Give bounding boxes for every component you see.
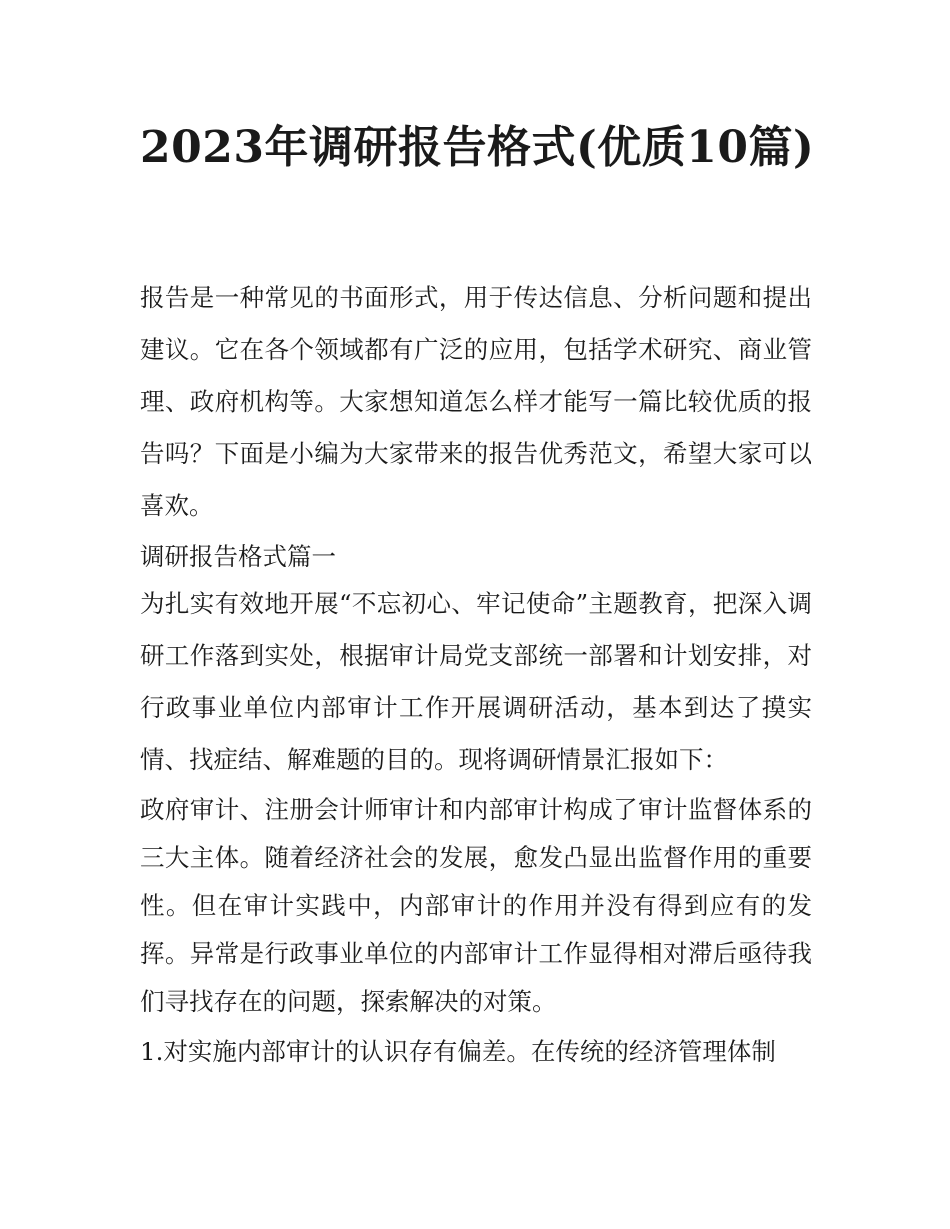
section-paragraph-1: 为扎实有效地开展“不忘初心、牢记使命”主题教育，把深入调研工作落到实处，根据审计局党支部统一部署和计划安排，对行政事业单位内部审计工作开展调研活动，基本到达了摸实情、找症结、解难题的目的。现将调研情景汇报如下： [140, 589, 812, 774]
intro-paragraph: 报告是一种常见的书面形式，用于传达信息、分析问题和提出建议。它在各个领域都有广泛的应用，包括学术研究、商业管理、政府机构等。大家想知道怎么样才能写一篇比较优质的报告吗？下面是小编为大家带来的报告优秀范文，希望大家可以喜欢。 [140, 283, 812, 520]
document-body [140, 272, 812, 1078]
section-paragraph-3: 1.对实施内部审计的认识存有偏差。在传统的经济管理体制 [140, 1037, 776, 1066]
document-title: 2023年调研报告格式(优质10篇) [140, 122, 815, 173]
section-paragraph-2: 政府审计、注册会计师审计和内部审计构成了审计监督体系的三大主体。随着经济社会的发展，愈发凸显出监督作用的重要性。但在审计实践中，内部审计的作用并没有得到应有的发挥。异常是行政事业单位的内部审计工作显得相对滞后亟待我们寻找存在的问题，探索解决的对策。 [140, 795, 812, 1016]
section-heading: 调研报告格式篇一 [140, 542, 336, 571]
